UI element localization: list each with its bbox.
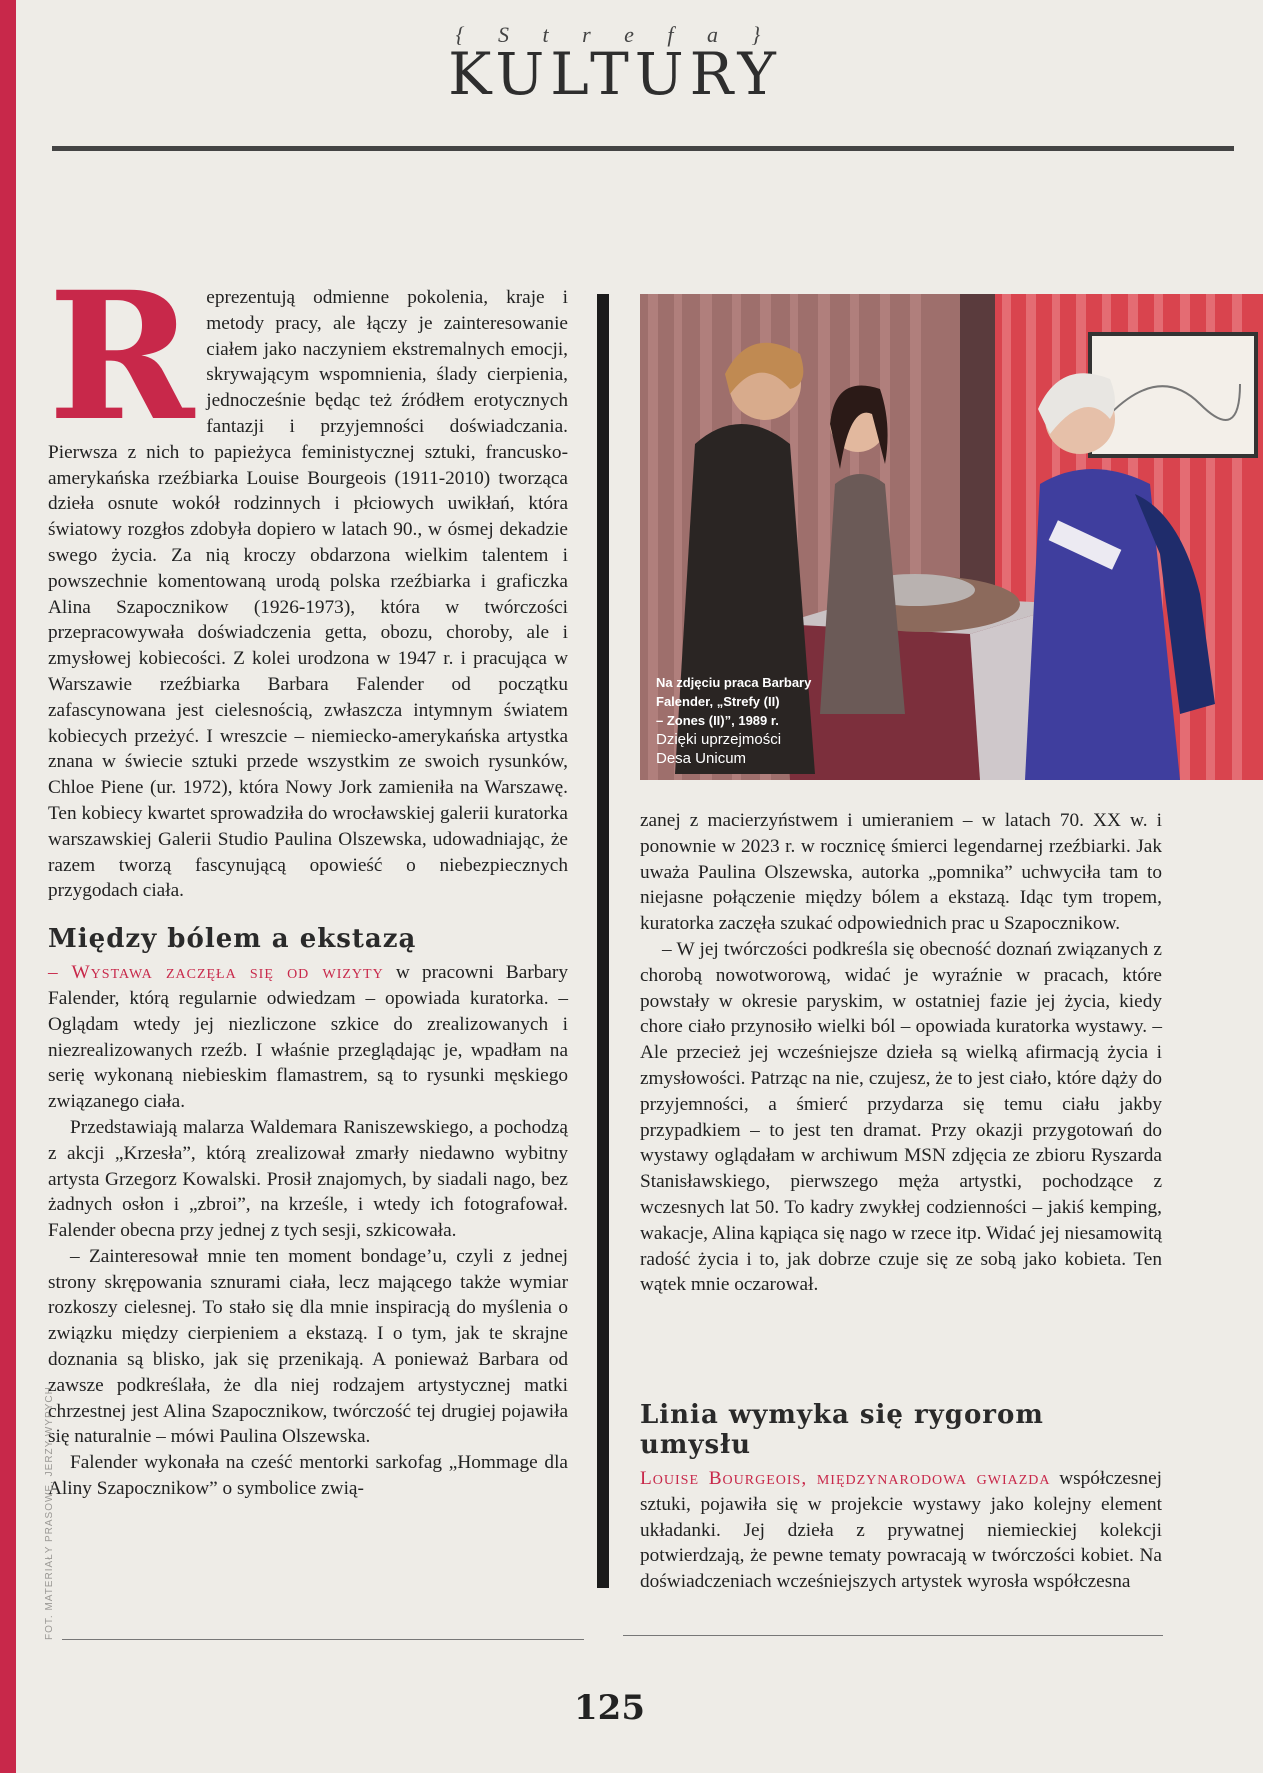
paragraph-7: – W jej twórczości podkreśla się obecność doznań związanych z chorobą nowotworową, widać je wyraźnie w pracach, które powstały w okresie paryskim, w ostatniej fazie jej życia, kiedy chore ciało przynosiło wielki ból – opowiada kuratorka wystawy. – Ale przecież jej wcześniejsze dzieła są wielką afirmacją życia i zmysłowości. Patrząc na nie, czujesz, że to jest ciało, które dąży do przyjemności, a śmierć przydarza się temu ciału jakby przypadkiem – to jest ten dramat. Przy okazji przygotowań do wystawy oglądałam w archiwum MSN zdjęcia ze zbioru Ryszarda Stanisławskiego, pierwszego męża artystki, pochodzące z wczesnych lat 50. To kadry zwykłej codzienności – jakiś kemping, wakacje, Alina kąpiąca się nago w rzece itp. Widać jej niesamowitą radość życia i to, jak dobrze czuje się ze sobą jako kobieta. Ten wątek mnie oczarował.: [640, 938, 1162, 1296]
page-number: 125: [574, 1688, 645, 1728]
masthead-small: { S t r e f a }: [455, 22, 775, 47]
photo-caption: [656, 673, 866, 768]
column-divider-bar: [597, 294, 609, 1588]
top-rule: [52, 146, 1234, 151]
paragraph-6: zanej z macierzyństwem i umieraniem – w latach 70. XX w. i ponownie w 2023 r. w rocznicę śmierci legendarnej rzeźbiarki. Jak uważa Paulina Olszewska, autorka „pomnika” uchwyciła tam to niejasne połączenie między bólem a ekstazą. Idąc tym tropem, kuratorka zaczęła szukać odpowiednich prac u Szapocznikow.: [640, 810, 1162, 935]
photo-credit: FOT. MATERIAŁY PRASOWE, JERZY WYPYCH: [44, 1386, 55, 1640]
intro-paragraph: [48, 253, 568, 904]
paragraph-2-text: w pracowni Barbary Falender, którą regularnie odwiedzam – opowiada kuratorka. – Oglądam wtedy jej niezliczone szkice do zrealizowanych i niezrealizowanych rzeźb. I właśnie przeglądając je, wpadłam na serię wykonaną niebieskim flamastrem, są to rysunki męskiego związanego ciała.: [48, 962, 568, 1113]
bottom-rule-right: [623, 1635, 1163, 1636]
caption-line-1: Na zdjęciu praca Barbary: [656, 675, 812, 690]
drop-cap: R: [48, 253, 195, 460]
column-right-lower: [640, 1400, 1162, 1595]
intro-text: eprezentują odmienne pokolenia, kraje i metody pracy, ale łączy je zainteresowanie ciałem jako naczyniem ekstremalnych emocji, skrywającym wspomnienia, ślady cierpienia, jednocześnie będąc też źródłem erotycznych fantazji i przyjemności doświadczania. Pierwsza z nich to papieżyca feministycznej sztuki, francusko-amerykańska rzeźbiarka Louise Bourgeois (1911-2010) tworząca dzieła osnute wokół rodzinnych i płciowych uwikłań, która światowy rozgłos zdobyła dopiero w latach 90., w ósmej dekadzie swego życia. Za nią kroczy obdarzona wielkim talentem i powszechnie komentowaną urodą polska rzeźbiarka i graficzka Alina Szapocznikow (1926-1973), która w twórczości przepracowywała doświadczenia getta, obozu, choroby, ale i zmysłowej kobiecości. Z kolei urodzona w 1947 r. i pracująca w Warszawie rzeźbiarka Barbara Falender od początku zafascynowana jest cielesnością, zwłaszcza intymnym światem kobiecych przeżyć. I wreszcie – niemiecko-amerykańska artystka znana w świecie sztuki przede wszystkim ze swoich rysunków, Chloe Piene (ur. 1972), która Nowy Jork zamieniła na Warszawę. Ten kobiecy kwartet sprowadziła do wrocławskiej galerii kuratorka warszawskiej Galerii Studio Paulina Olszewska, udowadniając, że razem tworzą fascynującą opowieść o niebezpiecznych przygodach ciała.: [48, 287, 568, 902]
masthead: [0, 22, 1230, 108]
column-left: [48, 253, 568, 1502]
caption-line-2: Falender, „Strefy (II): [656, 694, 780, 709]
lead-in-2: Louise Bourgeois, międzynarodowa gwiazda: [640, 1468, 1051, 1489]
column-right: [640, 808, 1162, 1298]
caption-line-5: Desa Unicum: [656, 750, 747, 767]
section-heading-2: Linia wymyka się rygorom umysłu: [640, 1400, 1044, 1460]
masthead-title: KULTURY: [448, 40, 782, 108]
paragraph-3: Przedstawiają malarza Waldemara Raniszewskiego, a pochodzą z akcji „Krzesła”, którą zrealizował zmarły niedawno wybitny artysta Grzegorz Kowalski. Prosił znajomych, by siadali nago, bez żadnych osłon i „zbroi”, na krześle, i wtedy ich fotografował. Falender obecna przy jednej z tych sesji, szkicowała.: [48, 1116, 568, 1242]
lead-in-1: – Wystawa zaczęła się od wizyty: [48, 962, 384, 984]
paragraph-5: Falender wykonała na cześć mentorki sarkofag „Hommage dla Aliny Szapocznikow” o symbolice zwią-: [48, 1452, 568, 1500]
paragraph-4: – Zainteresował mnie ten moment bondage’u, czyli z jednej strony skrępowania sznurami ciała, lecz mającego także wymiar rozkoszy cielesnej. To stało się dla mnie inspiracją do myślenia o związku między cierpieniem a ekstazą. I o tym, jak te skrajne doznania są blisko, jak się przenikają. A ponieważ Barbara od zawsze podkreślała, że dla niej rodzajem artystycznej matki chrzestnej jest Alina Szapocznikow, twórczość tej drugiej pojawiła się naturalnie – mówi Paulina Olszewska.: [48, 1245, 568, 1448]
caption-line-4: Dzięki uprzejmości: [656, 731, 782, 748]
exhibition-photo: [640, 294, 1263, 780]
section-heading-1: Między bólem a ekstazą: [48, 924, 417, 955]
caption-line-3: – Zones (II)”, 1989 r.: [656, 713, 779, 728]
bottom-rule-left: [62, 1639, 584, 1640]
paragraph-2: [48, 960, 568, 1115]
red-edge-strip: [0, 0, 16, 1773]
paragraph-8: [640, 1466, 1162, 1595]
paragraph-8-text: współczesnej sztuki, pojawiła się w projekcie wystawy jako kolejny element układanki. Jej dzieła z prywatnej niemieckiej kolekcji potwierdzają, że pewne tematy powracają w twórczości kobiet. Na doświadczeniach wcześniejszych artystek wyrosła współczesna: [640, 1468, 1162, 1593]
